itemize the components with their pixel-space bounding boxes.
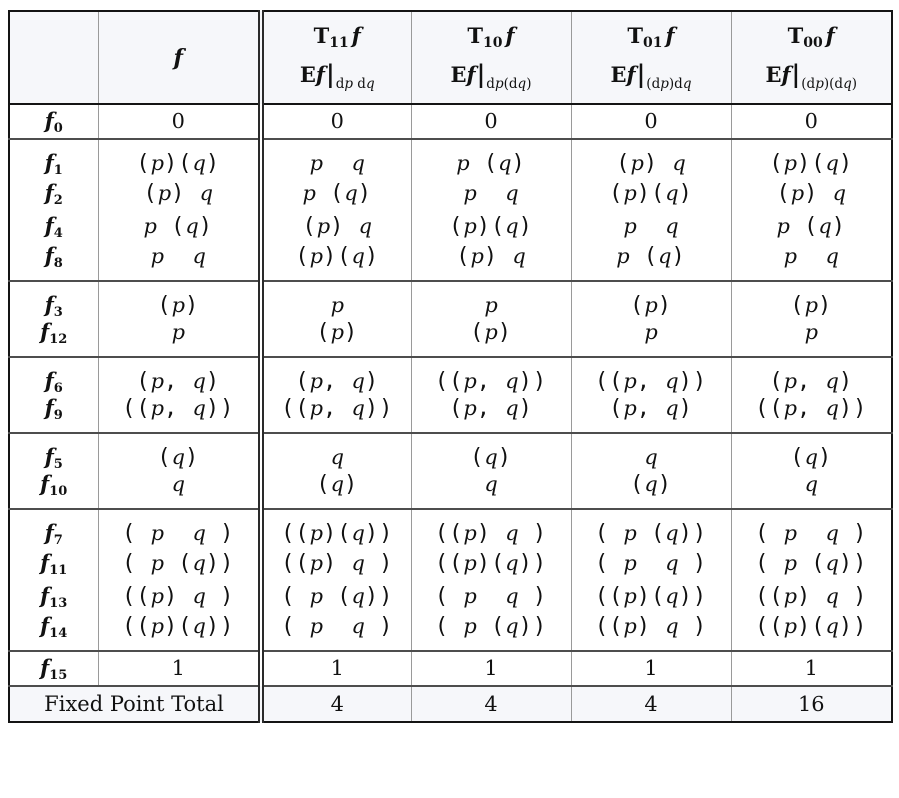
formula: (p)(q) bbox=[769, 151, 854, 176]
cell-t01 bbox=[571, 509, 731, 547]
fixed-point-total-row bbox=[9, 686, 892, 722]
cell-f bbox=[98, 613, 261, 651]
formula: ((p) q ) bbox=[755, 584, 868, 609]
cell-t11 bbox=[261, 104, 411, 139]
cell-t11 bbox=[261, 651, 411, 686]
formula: (p, q) bbox=[769, 369, 854, 394]
cell-t10 bbox=[411, 509, 571, 547]
cell-t00 bbox=[731, 177, 892, 210]
cell-t01 bbox=[571, 104, 731, 139]
cell-t01 bbox=[571, 139, 731, 177]
formula: ( p (q)) bbox=[122, 551, 235, 576]
fixed-point-total-label: Fixed Point Total bbox=[44, 692, 224, 716]
formula: q bbox=[484, 472, 498, 496]
cell-t10 bbox=[411, 104, 571, 139]
formula: 0 bbox=[644, 109, 658, 133]
t01-title: $T_{01}$ f bbox=[627, 23, 675, 52]
row-label: $f_1$ bbox=[44, 150, 63, 178]
formula: p bbox=[171, 320, 185, 344]
formula: ((p) q ) bbox=[434, 521, 548, 546]
row-label: $f_{15}$ bbox=[40, 655, 68, 683]
cell-f bbox=[98, 243, 261, 281]
total-value: 4 bbox=[330, 691, 344, 716]
row-label: $f_4$ bbox=[44, 213, 63, 241]
cell-t00 bbox=[731, 433, 892, 471]
formula: q bbox=[644, 445, 658, 469]
fixed-point-table bbox=[8, 10, 893, 723]
formula: q bbox=[171, 472, 185, 496]
formula: (q) bbox=[630, 472, 672, 497]
eval-bar: | bbox=[636, 59, 646, 89]
formula: q bbox=[804, 472, 818, 496]
formula: ( p q ) bbox=[594, 551, 708, 576]
total-value: 4 bbox=[484, 691, 498, 716]
row-label: $f_{11}$ bbox=[40, 550, 68, 578]
col-header-t01 bbox=[571, 11, 731, 104]
cell-t11 bbox=[261, 580, 411, 613]
cell-t10 bbox=[411, 613, 571, 651]
t10-expansion: $Ef|_{dp(dq)}$ bbox=[450, 59, 532, 93]
cell-t10 bbox=[411, 580, 571, 613]
table-footer bbox=[9, 686, 892, 722]
cell-t11 bbox=[261, 357, 411, 395]
cell-f bbox=[98, 139, 261, 177]
cell-t10 bbox=[411, 319, 571, 357]
row-label: $f_2$ bbox=[44, 180, 63, 208]
formula: (p) q bbox=[616, 151, 686, 176]
cell-t00 bbox=[731, 319, 892, 357]
group-f6-f9 bbox=[9, 357, 892, 433]
cell-t00 bbox=[731, 613, 892, 651]
cell-t01 bbox=[571, 210, 731, 243]
formula: (p) q bbox=[302, 214, 372, 239]
cell-t00 bbox=[731, 357, 892, 395]
cell-f bbox=[98, 433, 261, 471]
cell-t01 bbox=[571, 613, 731, 651]
cell-t10 bbox=[411, 471, 571, 509]
formula: 0 bbox=[171, 109, 185, 133]
col-header-f-label: f bbox=[173, 44, 183, 71]
fixed-point-total-label-cell bbox=[9, 686, 261, 722]
row-f0 bbox=[9, 104, 892, 139]
formula: 0 bbox=[484, 109, 498, 133]
formula: p (q) bbox=[302, 181, 372, 206]
cell-t10 bbox=[411, 547, 571, 580]
row-f4 bbox=[9, 210, 892, 243]
formula: p q bbox=[150, 244, 206, 268]
row-label: $f_5$ bbox=[44, 444, 63, 472]
formula: (p)(q) bbox=[609, 181, 693, 206]
formula: ((p, q)) bbox=[594, 369, 708, 394]
total-value: 4 bbox=[644, 691, 658, 716]
cell-t00 bbox=[731, 547, 892, 580]
formula: p q bbox=[623, 214, 679, 238]
cell-t01 bbox=[571, 281, 731, 319]
formula: ((p, q)) bbox=[122, 396, 235, 421]
formula: ( p q ) bbox=[122, 521, 235, 546]
row-label: $f_7$ bbox=[44, 520, 63, 548]
cell-t00 bbox=[731, 509, 892, 547]
cell-t01 bbox=[571, 177, 731, 210]
formula: 0 bbox=[330, 109, 344, 133]
cell-t01 bbox=[571, 243, 731, 281]
row-f1 bbox=[9, 139, 892, 177]
formula: (p) q bbox=[456, 244, 526, 269]
cell-t00 bbox=[731, 139, 892, 177]
formula: (p, q) bbox=[449, 396, 533, 421]
formula: (p) bbox=[790, 293, 833, 318]
row-f5 bbox=[9, 433, 892, 471]
cell-t11 bbox=[261, 210, 411, 243]
formula: ((p)(q)) bbox=[594, 584, 708, 609]
row-f9 bbox=[9, 395, 892, 433]
row-f6 bbox=[9, 357, 892, 395]
formula: ((p, q)) bbox=[281, 396, 394, 421]
cell-t11 bbox=[261, 509, 411, 547]
eval-bar: | bbox=[325, 59, 335, 89]
row-f3 bbox=[9, 281, 892, 319]
formula: (p) bbox=[316, 320, 359, 345]
eval-bar: | bbox=[476, 59, 486, 89]
cell-t10 bbox=[411, 177, 571, 210]
t10-title: $T_{10}$ f bbox=[467, 23, 515, 52]
formula: ((p) q ) bbox=[594, 614, 708, 639]
row-label: $f_{13}$ bbox=[40, 583, 68, 611]
row-label: $f_9$ bbox=[44, 395, 63, 423]
formula: (p, q) bbox=[609, 396, 693, 421]
table-header bbox=[9, 11, 892, 104]
formula: (q) bbox=[157, 445, 200, 470]
cell-t00 bbox=[731, 395, 892, 433]
formula: p bbox=[804, 320, 818, 344]
formula: p (q) bbox=[776, 214, 846, 239]
cell-t11 bbox=[261, 471, 411, 509]
formula: 1 bbox=[804, 656, 818, 680]
cell-t01 bbox=[571, 433, 731, 471]
formula: (p, q) bbox=[295, 369, 380, 394]
cell-t00 bbox=[731, 471, 892, 509]
formula: (p) q bbox=[143, 181, 213, 206]
formula: p q bbox=[783, 244, 839, 268]
formula: p q bbox=[309, 151, 365, 175]
formula: 1 bbox=[330, 656, 344, 680]
total-t11 bbox=[261, 686, 411, 722]
corner-cell bbox=[9, 11, 98, 104]
t11-title: $T_{11}$ f bbox=[313, 23, 361, 52]
col-header-t00 bbox=[731, 11, 892, 104]
row-f10 bbox=[9, 471, 892, 509]
cell-t01 bbox=[571, 357, 731, 395]
cell-t01 bbox=[571, 651, 731, 686]
group-f1-f2-f4-f8 bbox=[9, 139, 892, 281]
col-header-t11 bbox=[261, 11, 411, 104]
formula: ((p, q)) bbox=[755, 396, 868, 421]
cell-t01 bbox=[571, 580, 731, 613]
cell-t00 bbox=[731, 281, 892, 319]
cell-t11 bbox=[261, 319, 411, 357]
row-f7 bbox=[9, 509, 892, 547]
cell-t11 bbox=[261, 433, 411, 471]
formula: ((p)(q)) bbox=[755, 614, 868, 639]
formula: q bbox=[330, 445, 344, 469]
row-label: $f_3$ bbox=[44, 292, 63, 320]
group-f15 bbox=[9, 651, 892, 686]
formula: ((p) q ) bbox=[281, 551, 394, 576]
cell-t01 bbox=[571, 319, 731, 357]
cell-t11 bbox=[261, 139, 411, 177]
row-label: $f_0$ bbox=[44, 108, 63, 136]
cell-t00 bbox=[731, 104, 892, 139]
cell-t11 bbox=[261, 547, 411, 580]
cell-t10 bbox=[411, 139, 571, 177]
formula: ((p)(q)) bbox=[281, 521, 394, 546]
row-f14 bbox=[9, 613, 892, 651]
formula: ( p q ) bbox=[281, 614, 394, 639]
t00-expansion: $Ef|_{(dp)(dq)}$ bbox=[765, 59, 858, 93]
cell-f bbox=[98, 357, 261, 395]
row-f2 bbox=[9, 177, 892, 210]
formula: (p) bbox=[157, 293, 200, 318]
formula: (p)(q) bbox=[295, 244, 380, 269]
cell-f bbox=[98, 547, 261, 580]
t00-title: $T_{00}$ f bbox=[787, 23, 835, 52]
row-label: $f_8$ bbox=[44, 243, 63, 271]
cell-t11 bbox=[261, 281, 411, 319]
cell-f bbox=[98, 509, 261, 547]
formula: p (q) bbox=[143, 214, 213, 239]
cell-f bbox=[98, 104, 261, 139]
formula: ((p)(q)) bbox=[434, 551, 548, 576]
cell-t01 bbox=[571, 395, 731, 433]
eval-bar: | bbox=[791, 59, 801, 89]
formula: (q) bbox=[470, 445, 512, 470]
header-row bbox=[9, 11, 892, 104]
row-f15 bbox=[9, 651, 892, 686]
cell-t11 bbox=[261, 177, 411, 210]
formula: ( p (q)) bbox=[281, 584, 394, 609]
formula: ((p)(q)) bbox=[122, 614, 235, 639]
total-t01 bbox=[571, 686, 731, 722]
cell-f bbox=[98, 580, 261, 613]
cell-f bbox=[98, 177, 261, 210]
col-header-t10 bbox=[411, 11, 571, 104]
cell-f bbox=[98, 395, 261, 433]
row-label: $f_6$ bbox=[44, 368, 63, 396]
cell-t11 bbox=[261, 613, 411, 651]
cell-f bbox=[98, 651, 261, 686]
cell-f bbox=[98, 281, 261, 319]
formula: 1 bbox=[644, 656, 658, 680]
cell-t00 bbox=[731, 580, 892, 613]
group-f7-f11-f13-f14 bbox=[9, 509, 892, 651]
formula: p q bbox=[463, 181, 519, 205]
formula: p bbox=[330, 293, 344, 317]
row-f11 bbox=[9, 547, 892, 580]
cell-t10 bbox=[411, 395, 571, 433]
cell-f bbox=[98, 319, 261, 357]
cell-t11 bbox=[261, 243, 411, 281]
cell-t00 bbox=[731, 210, 892, 243]
formula: (q) bbox=[316, 472, 359, 497]
cell-t00 bbox=[731, 651, 892, 686]
group-f5-f10 bbox=[9, 433, 892, 509]
formula: 1 bbox=[171, 656, 185, 680]
cell-t10 bbox=[411, 651, 571, 686]
formula: ((p, q)) bbox=[434, 369, 548, 394]
cell-t11 bbox=[261, 395, 411, 433]
row-label: $f_{14}$ bbox=[40, 613, 68, 641]
formula: (q) bbox=[790, 445, 833, 470]
total-t00 bbox=[731, 686, 892, 722]
formula: p bbox=[644, 320, 658, 344]
formula: ( p (q)) bbox=[434, 614, 548, 639]
formula: ( p (q)) bbox=[755, 551, 868, 576]
formula: ( p q ) bbox=[434, 584, 548, 609]
cell-f bbox=[98, 471, 261, 509]
cell-t01 bbox=[571, 471, 731, 509]
row-label: $f_{10}$ bbox=[40, 471, 68, 499]
total-t10 bbox=[411, 686, 571, 722]
formula: ( p (q)) bbox=[594, 521, 708, 546]
formula: 1 bbox=[484, 656, 498, 680]
cell-f bbox=[98, 210, 261, 243]
cell-t10 bbox=[411, 243, 571, 281]
cell-t10 bbox=[411, 210, 571, 243]
col-header-f bbox=[98, 11, 261, 104]
formula: (p) bbox=[470, 320, 512, 345]
formula: (p)(q) bbox=[136, 151, 221, 176]
formula: (p, q) bbox=[136, 369, 221, 394]
formula: p (q) bbox=[456, 151, 526, 176]
formula: (p) bbox=[630, 293, 672, 318]
cell-t10 bbox=[411, 433, 571, 471]
row-f13 bbox=[9, 580, 892, 613]
cell-t10 bbox=[411, 281, 571, 319]
group-f3-f12 bbox=[9, 281, 892, 357]
row-label: $f_{12}$ bbox=[40, 319, 68, 347]
total-value: 16 bbox=[797, 691, 825, 716]
group-f0 bbox=[9, 104, 892, 139]
formula: ((p) q ) bbox=[122, 584, 235, 609]
t11-expansion: $Ef|_{dp dq}$ bbox=[299, 59, 375, 93]
formula: 0 bbox=[804, 109, 818, 133]
cell-t10 bbox=[411, 357, 571, 395]
cell-t01 bbox=[571, 547, 731, 580]
cell-t00 bbox=[731, 243, 892, 281]
formula: (p)(q) bbox=[449, 214, 533, 239]
formula: (p) q bbox=[776, 181, 846, 206]
row-f8 bbox=[9, 243, 892, 281]
formula: p (q) bbox=[616, 244, 686, 269]
row-f12 bbox=[9, 319, 892, 357]
formula: p bbox=[484, 293, 498, 317]
t01-expansion: $Ef|_{(dp)dq}$ bbox=[610, 59, 692, 93]
formula: ( p q ) bbox=[755, 521, 868, 546]
